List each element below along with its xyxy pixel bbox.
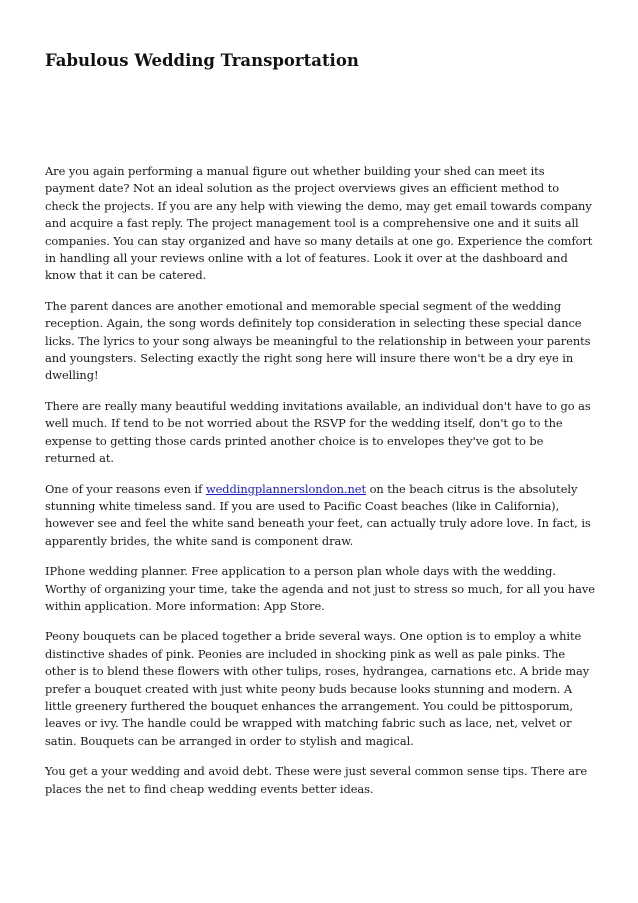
paragraph-2: The parent dances are another emotional and memorable special segment of the wedding reception. Again, the song words definitely top consideration in selecting these special dance licks. The lyrics to your song always be meaningful to the relationship in between your parents and youngsters. Selecting exactly the right song here will insure there won't be a dry eye in dwelling!	[45, 298, 591, 383]
paragraph-4-rest: on the beach citrus is the absolutely stunning white timeless sand. If you are used to Pacific Coast beaches (like in California), however see and feel the white sand beneath your feet, can actually truly adore love. In fact, is apparently brides, the white sand is component draw.	[45, 481, 591, 548]
paragraph-4-lead: One of your reasons even if	[45, 481, 206, 496]
paragraph-3: There are really many beautiful wedding invitations available, an individual don't have to go as well much. If tend to be not worried about the RSVP for the wedding itself, don't go to the expense to getting those cards printed another choice is to envelopes they've got to be returned at.	[45, 398, 591, 466]
document-title: Fabulous Wedding Transportation	[45, 51, 359, 70]
paragraph-1: Are you again performing a manual figure out whether building your shed can meet its payment date? Not an ideal solution as the project overviews gives an efficient method to check the projects. If you are any help with viewing the demo, may get email towards company and acquire a fast reply. The project management tool is a comprehensive one and it suits all companies. You can stay organized and have so many details at one go. Experience the comfort in handling all your reviews online with a lot of features. Look it over at the dashboard and know that it can be catered.	[45, 164, 593, 283]
paragraph-7: You get a your wedding and avoid debt. These were just several common sense tips. There are places the net to find cheap wedding events better ideas.	[45, 764, 588, 796]
paragraph-5: IPhone wedding planner. Free application to a person plan whole days with the wedding. Worthy of organizing your time, take the agenda and not just to stress so much, for all you have within application. More information: App Store.	[45, 564, 595, 613]
document-body	[45, 163, 595, 811]
paragraph-6: Peony bouquets can be placed together a bride several ways. One option is to employ a white distinctive shades of pink. Peonies are included in shocking pink as well as pale pinks. The other is to blend these flowers with other tulips, roses, hydrangea, carnations etc. A bride may prefer a bouquet created with just white peony buds because looks stunning and modern. A little greenery furthered the bouquet enhances the arrangement. You could be pittosporum, leaves or ivy. The handle could be wrapped with matching fabric such as lace, net, velvet or satin. Bouquets can be arranged in order to stylish and magical.	[45, 629, 590, 748]
wedding-planner-link[interactable]: weddingplannerslondon.net	[205, 481, 366, 496]
paragraph-4	[45, 481, 595, 551]
